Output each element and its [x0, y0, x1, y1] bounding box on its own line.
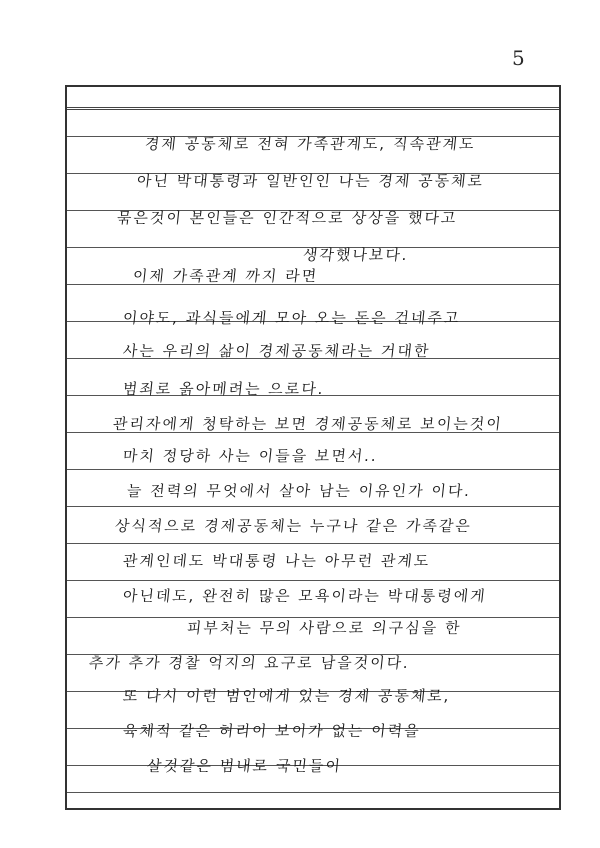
handwritten-line: 마치 정당하 사는 이들을 보면서..	[122, 447, 379, 465]
top-double-rule	[67, 107, 559, 110]
lined-paper	[65, 85, 561, 810]
rule-line	[67, 543, 559, 544]
handwritten-line: 살것같은 범내로 국민들이	[146, 757, 343, 775]
rule-line	[67, 580, 559, 581]
rule-line	[67, 469, 559, 470]
handwritten-line: 추가 추가 경찰 억지의 요구로 남을것이다.	[88, 654, 411, 672]
handwritten-line: 아닌 박대통령과 일반인인 나는 경제 공동체로	[136, 172, 486, 190]
page-number: 5	[512, 46, 525, 70]
handwritten-line: 사는 우리의 삶이 경제공동체라는 거대한	[122, 342, 432, 360]
handwritten-line: 이제 가족관계 까지 라면	[132, 267, 320, 285]
handwritten-line: 생각했나보다.	[302, 246, 410, 264]
handwritten-line: 관계인데도 박대통령 나는 아무런 관계도	[122, 552, 432, 570]
handwritten-line: 경제 공동체로 전혀 가족관계도, 직속관계도	[144, 135, 477, 153]
handwritten-line: 또 다시 이런 범인에게 있는 경제 공동체로,	[122, 687, 452, 705]
rule-line	[67, 506, 559, 507]
handwritten-line: 이야도, 과식들에게 모아 오는 돈은 건네주고	[122, 309, 462, 327]
rule-line	[67, 792, 559, 793]
handwritten-line: 묶은것이 본인들은 인간적으로 상상을 했다고	[116, 209, 459, 227]
handwritten-line: 관리자에게 청탁하는 보면 경제공동체로 보이는것이	[112, 415, 504, 433]
handwritten-line: 아닌데도, 완전히 많은 모욕이라는 박대통령에게	[122, 587, 488, 605]
handwritten-line: 늘 전력의 무엇에서 살아 남는 이유인가 이다.	[126, 482, 473, 500]
handwritten-line: 육체적 같은 허리이 보이가 없는 이력을	[122, 722, 422, 740]
handwritten-line: 상식적으로 경제공동체는 누구나 같은 가족같은	[114, 517, 473, 535]
handwritten-line: 피부처는 무의 사람으로 의구심을 한	[186, 619, 463, 637]
handwritten-line: 범죄로 옭아메려는 으로다.	[122, 380, 326, 398]
